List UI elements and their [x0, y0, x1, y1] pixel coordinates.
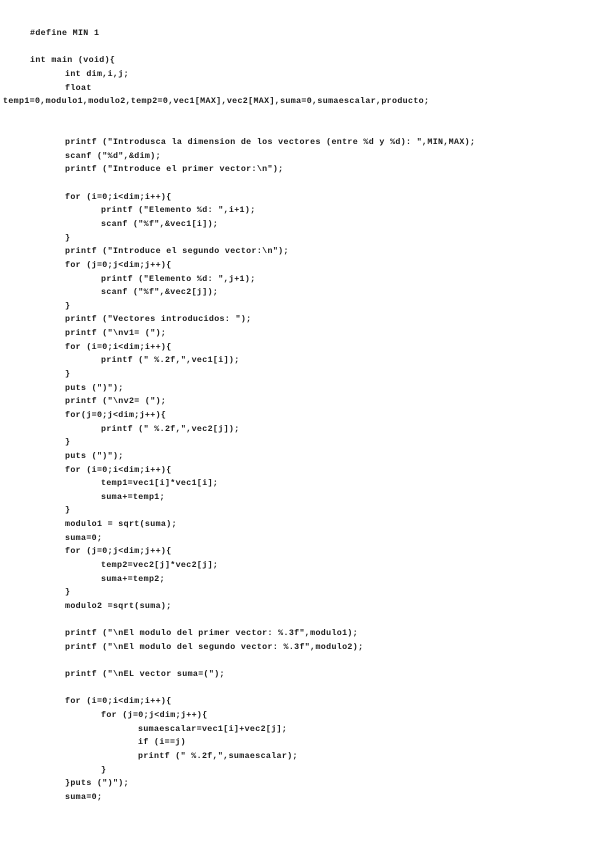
code-line: printf ("\nEl modulo del segundo vector: %.3f",modulo2);	[65, 642, 364, 652]
code-line: temp1=vec1[i]*vec1[i];	[101, 479, 219, 489]
code-line: int main (void){	[30, 56, 116, 66]
code-line: for (i=0;i<dim;i++){	[65, 192, 172, 202]
code-line	[0, 614, 600, 628]
code-line: suma+=temp2;	[101, 574, 165, 584]
code-line: modulo1 = sqrt(suma);	[65, 520, 177, 530]
code-line: float	[65, 83, 92, 93]
code-line: }	[65, 233, 71, 243]
code-line	[0, 109, 600, 123]
code-line: int dim,i,j;	[65, 69, 129, 79]
code-line: }	[65, 588, 71, 598]
code-line: suma=0;	[65, 792, 103, 802]
code-line: printf ("Introdusca la dimension de los vectores (entre %d y %d): ",MIN,MAX);	[65, 138, 476, 148]
code-line: puts (")");	[65, 383, 124, 393]
code-line: }	[65, 438, 71, 448]
code-line: printf ("Elemento %d: ",i+1);	[101, 206, 256, 216]
code-line: sumaescalar=vec1[i]+vec2[j];	[138, 724, 288, 734]
code-line: printf (" %.2f,",vec2[j]);	[101, 424, 240, 434]
code-line	[0, 654, 600, 668]
code-line: for (j=0;j<dim;j++){	[101, 711, 208, 721]
code-line: scanf ("%d",&dim);	[65, 151, 161, 161]
code-line: printf (" %.2f,",sumaescalar);	[138, 751, 298, 761]
code-line: printf ("Elemento %d: ",j+1);	[101, 274, 256, 284]
code-line: }puts (")");	[65, 779, 129, 789]
code-line: }	[65, 370, 71, 380]
code-line	[0, 177, 600, 191]
code-line: }	[101, 765, 107, 775]
code-line: for (i=0;i<dim;i++){	[65, 697, 172, 707]
code-line: printf ("\nv1= (");	[65, 329, 167, 339]
code-line: temp1=0,modulo1,modulo2,temp2=0,vec1[MAX],vec2[MAX],suma=0,sumaescalar,producto;	[3, 97, 430, 107]
code-line: scanf ("%f",&vec2[j]);	[101, 288, 219, 298]
code-line: suma=0;	[65, 533, 103, 543]
code-line: puts (")");	[65, 451, 124, 461]
code-line: for(j=0;j<dim;j++){	[65, 410, 167, 420]
code-line: temp2=vec2[j]*vec2[j];	[101, 560, 219, 570]
code-line: for (j=0;j<dim;j++){	[65, 547, 172, 557]
code-line: printf ("Vectores introducidos: ");	[65, 315, 252, 325]
code-line: modulo2 =sqrt(suma);	[65, 601, 172, 611]
code-line: suma+=temp1;	[101, 492, 165, 502]
code-line: printf ("\nEL vector suma=(");	[65, 670, 225, 680]
code-line: }	[65, 301, 71, 311]
code-listing	[0, 27, 600, 805]
code-line: printf ("\nv2= (");	[65, 397, 167, 407]
code-line: printf (" %.2f,",vec1[i]);	[101, 356, 240, 366]
code-line: printf ("Introduce el segundo vector:\n");	[65, 247, 289, 257]
code-line: #define MIN 1	[30, 29, 100, 38]
code-line: if (i==j)	[138, 738, 186, 748]
code-line: for (i=0;i<dim;i++){	[65, 465, 172, 475]
code-line: for (j=0;j<dim;j++){	[65, 260, 172, 270]
code-line: }	[65, 506, 71, 516]
code-line	[0, 122, 600, 136]
code-line: scanf ("%f",&vec1[i]);	[101, 219, 219, 229]
code-line: printf ("Introduce el primer vector:\n");	[65, 165, 284, 175]
code-line	[0, 682, 600, 696]
code-line: for (i=0;i<dim;i++){	[65, 342, 172, 352]
code-line	[0, 41, 600, 55]
code-line: printf ("\nEl modulo del primer vector: %.3f",modulo1);	[65, 629, 359, 639]
